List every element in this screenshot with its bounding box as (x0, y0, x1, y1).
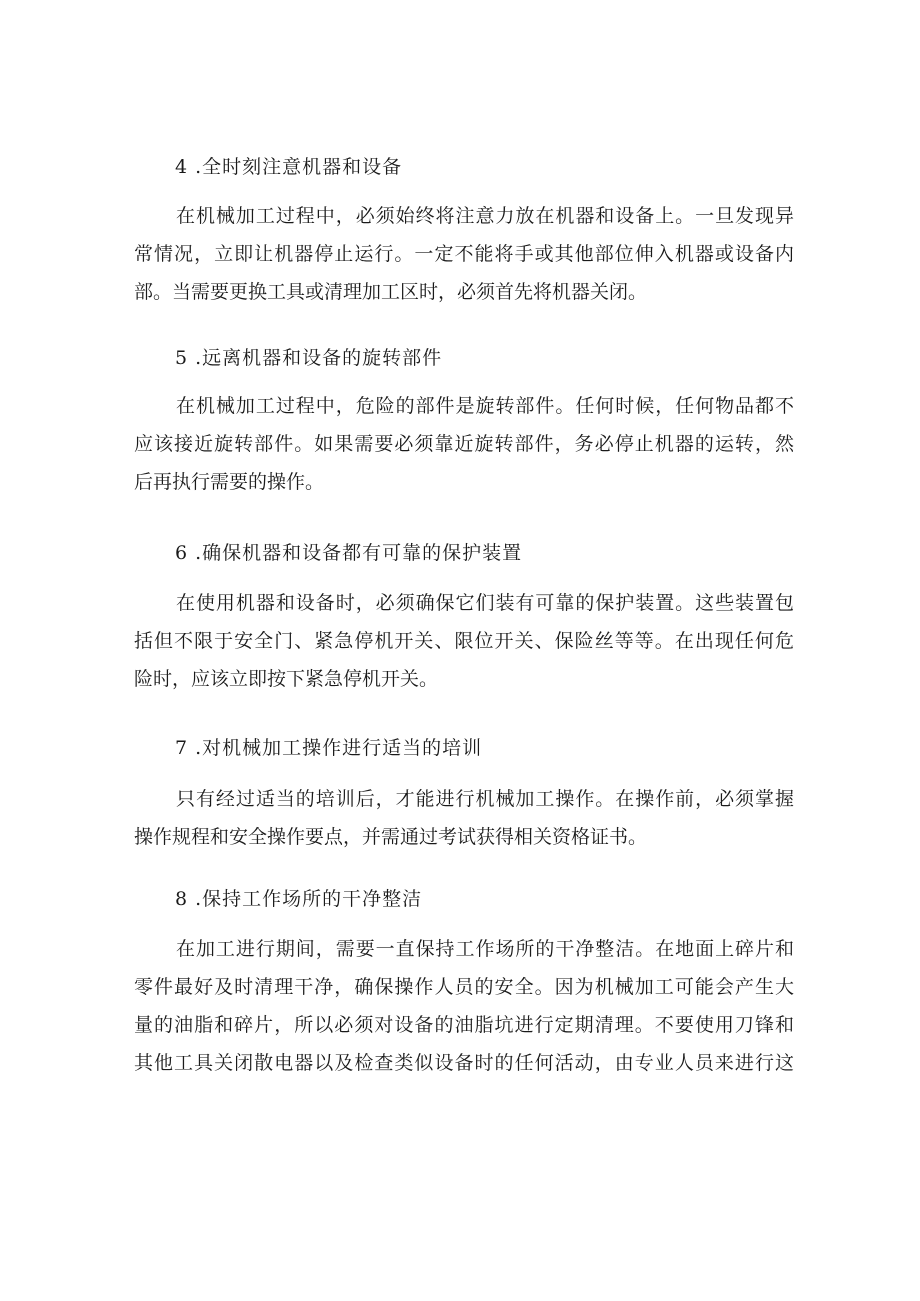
paragraph-line: 后再执行需要的操作。 (134, 471, 325, 493)
paragraph-line: 险时，应该立即按下紧急停机开关。 (134, 668, 439, 690)
paragraph-line: 应该接近旋转部件。如果需要必须靠近旋转部件，务必停止机器的运转，然 (134, 433, 794, 455)
section-5-paragraph (134, 387, 794, 501)
paragraph-line: 量的油脂和碎片，所以必须对设备的油脂坑进行定期清理。不要使用刀锋和 (134, 1014, 794, 1036)
paragraph-line: 其他工具关闭散电器以及检查类似设备时的任何活动，由专业人员来进行这 (134, 1052, 794, 1074)
paragraph-line: 操作规程和安全操作要点，并需通过考试获得相关资格证书。 (134, 826, 648, 848)
paragraph-line: 常情况，立即让机器停止运行。一定不能将手或其他部位伸入机器或设备内 (134, 243, 794, 265)
section-8-paragraph (134, 930, 794, 1082)
paragraph-line: 在机械加工过程中，必须始终将注意力放在机器和设备上。一旦发现异 (176, 205, 794, 227)
section-6-heading: 6 .确保机器和设备都有可靠的保护装置 (175, 542, 523, 564)
section-5-heading: 5 .远离机器和设备的旋转部件 (175, 347, 443, 369)
section-4-heading: 4 .全时刻注意机器和设备 (175, 156, 403, 178)
paragraph-line: 括但不限于安全门、紧急停机开关、限位开关、保险丝等等。在出现任何危 (134, 630, 794, 652)
section-7-paragraph (134, 780, 794, 856)
paragraph-line: 在加工进行期间，需要一直保持工作场所的干净整洁。在地面上碎片和 (176, 938, 794, 960)
section-4-paragraph (134, 197, 794, 311)
paragraph-line: 零件最好及时清理干净，确保操作人员的安全。因为机械加工可能会产生大 (134, 976, 794, 998)
section-7-heading: 7 .对机械加工操作进行适当的培训 (175, 737, 483, 759)
section-8-heading: 8 .保持工作场所的干净整洁 (175, 888, 423, 910)
paragraph-line: 只有经过适当的培训后，才能进行机械加工操作。在操作前，必须掌握 (176, 788, 794, 810)
paragraph-line: 部。当需要更换工具或清理加工区时，必须首先将机器关闭。 (134, 281, 648, 303)
paragraph-line: 在机械加工过程中，危险的部件是旋转部件。任何时候，任何物品都不 (176, 395, 794, 417)
section-6-paragraph (134, 584, 794, 698)
paragraph-line: 在使用机器和设备时，必须确保它们装有可靠的保护装置。这些装置包 (176, 592, 794, 614)
